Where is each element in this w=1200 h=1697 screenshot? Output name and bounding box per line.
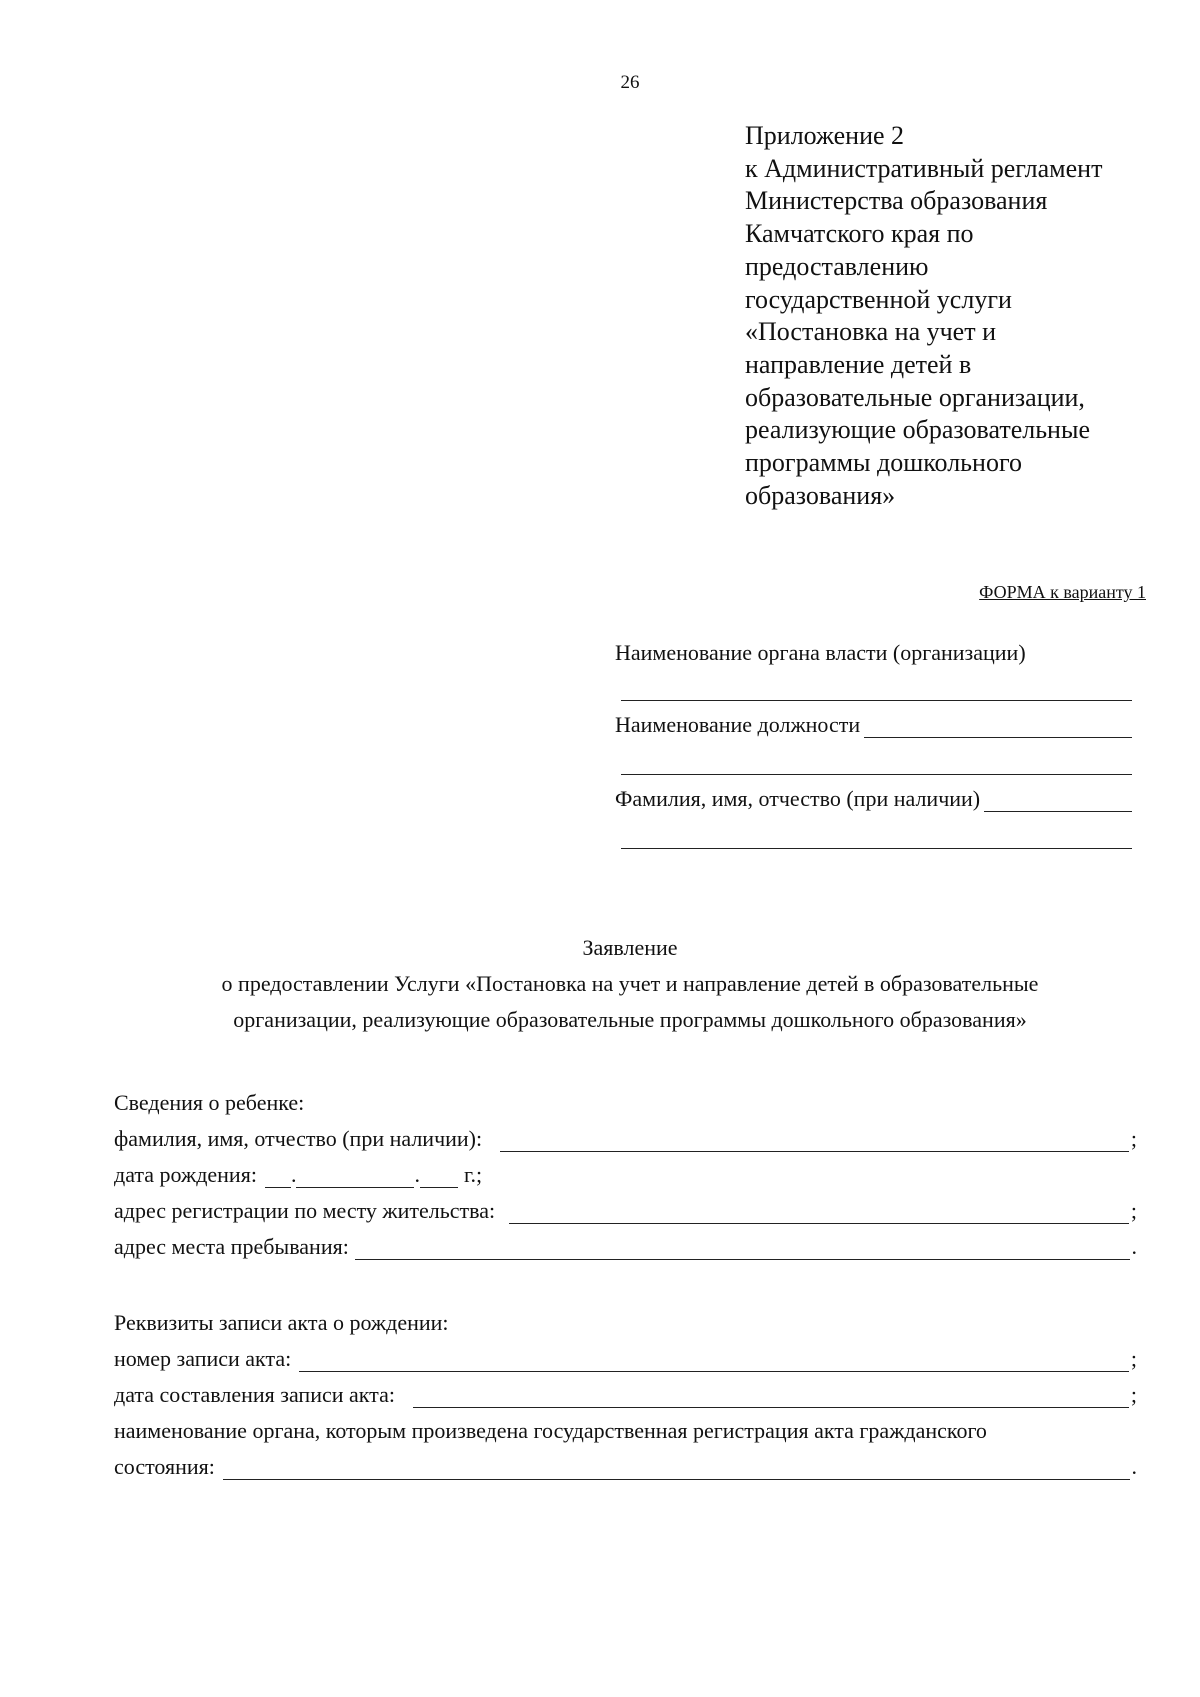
appendix-line: образовательные организации,: [745, 382, 1085, 412]
application-subtitle-line: о предоставлении Услуги «Постановка на учет и направление детей в образовательные: [221, 971, 1039, 996]
position-label: Наименование должности: [615, 712, 861, 737]
record-number-label: номер записи акта:: [114, 1346, 292, 1371]
child-info-heading-row: [114, 1080, 1137, 1116]
registration-address-row: [114, 1188, 1137, 1224]
registration-authority-row-2: [114, 1444, 1137, 1480]
child-info-heading: Сведения о ребенке:: [114, 1090, 305, 1115]
registration-authority-label-2: состояния:: [114, 1454, 215, 1479]
appendix-header: [745, 120, 1165, 512]
appendix-line: Приложение 2: [745, 121, 905, 150]
stay-address-row: [114, 1224, 1137, 1260]
stay-address-label: адрес места пребывания:: [114, 1234, 349, 1259]
birth-record-heading-row: [114, 1300, 1137, 1336]
form-variant-label: ФОРМА к варианту 1: [979, 582, 1146, 602]
child-birthdate-label: дата рождения:: [114, 1162, 257, 1187]
appendix-line: Министерства образования: [745, 186, 1048, 216]
registration-address-label: адрес регистрации по месту жительства:: [114, 1198, 496, 1223]
record-date-field[interactable]: [413, 1383, 1129, 1408]
year-suffix: г.;: [463, 1162, 483, 1187]
semicolon: ;: [1130, 1126, 1137, 1151]
appendix-line: Камчатского края по: [745, 219, 974, 249]
position-row: [615, 712, 1132, 738]
appendix-line: образования»: [745, 480, 896, 510]
application-title-block: [110, 930, 1150, 1038]
record-number-field[interactable]: [299, 1347, 1129, 1372]
appendix-line: предоставлению: [745, 251, 929, 281]
appendix-line: «Постановка на учет и: [745, 317, 996, 347]
birth-month-field[interactable]: [296, 1165, 414, 1188]
appendix-line: реализующие образовательные: [745, 415, 1090, 445]
stay-address-field[interactable]: [355, 1235, 1130, 1260]
application-title: Заявление: [582, 935, 678, 960]
child-fullname-field[interactable]: [500, 1127, 1129, 1152]
period: .: [1131, 1234, 1137, 1259]
authority-row: [615, 640, 1132, 666]
child-birthdate-row: [114, 1152, 1137, 1188]
child-info-section: [114, 1080, 1137, 1260]
semicolon: ;: [1130, 1198, 1137, 1223]
position-field[interactable]: [864, 715, 1132, 738]
application-subtitle-line: организации, реализующие образовательные программы дошкольного образования»: [233, 1007, 1027, 1032]
registration-authority-field[interactable]: [223, 1455, 1130, 1480]
child-fullname-row: [114, 1116, 1137, 1152]
semicolon: ;: [1130, 1346, 1137, 1371]
birth-year-field[interactable]: [420, 1165, 458, 1188]
appendix-line: программы дошкольного: [745, 448, 1022, 478]
registration-address-field[interactable]: [509, 1199, 1129, 1224]
fullname-field-continued[interactable]: [621, 848, 1132, 849]
record-number-row: [114, 1336, 1137, 1372]
authority-field[interactable]: [621, 700, 1132, 701]
date-separator: .: [414, 1162, 420, 1187]
authority-label: Наименование органа власти (организации): [615, 640, 1026, 665]
semicolon: ;: [1130, 1382, 1137, 1407]
date-separator: .: [290, 1162, 297, 1187]
fullname-row: [615, 786, 1132, 812]
fullname-field[interactable]: [984, 789, 1132, 812]
record-date-row: [114, 1372, 1137, 1408]
birth-record-heading: Реквизиты записи акта о рождении:: [114, 1310, 449, 1335]
registration-authority-label: наименование органа, которым произведена государственная регистрация акта гражданского: [114, 1418, 987, 1443]
appendix-line: направление детей в: [745, 349, 972, 379]
registration-authority-row: [114, 1408, 1137, 1444]
addressee-block: [615, 640, 1132, 850]
period: .: [1131, 1454, 1137, 1479]
record-date-label: дата составления записи акта:: [114, 1382, 395, 1407]
fullname-label: Фамилия, имя, отчество (при наличии): [615, 786, 981, 811]
appendix-line: государственной услуги: [745, 284, 1012, 314]
birth-record-section: [114, 1300, 1137, 1480]
child-fullname-label: фамилия, имя, отчество (при наличии):: [114, 1126, 483, 1151]
position-field-continued[interactable]: [621, 774, 1132, 775]
birth-day-field[interactable]: [265, 1165, 291, 1188]
appendix-line: к Административный регламент: [745, 153, 1103, 183]
page-number: 26: [620, 72, 640, 93]
